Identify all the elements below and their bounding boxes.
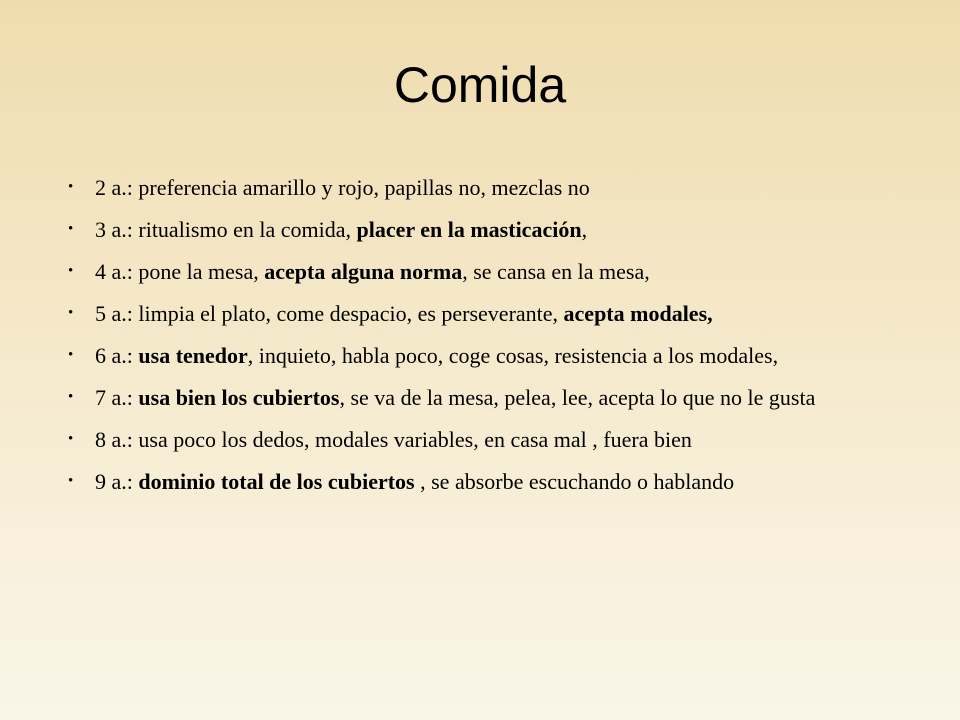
bullet-text: 3 a.: ritualismo en la comida, xyxy=(95,217,357,242)
bullet-item xyxy=(68,256,908,287)
bullet-text-bold: placer en la masticación xyxy=(356,217,582,242)
bullet-item xyxy=(68,424,908,455)
bullet-list xyxy=(68,172,908,508)
bullet-item xyxy=(68,340,908,371)
bullet-text: 2 a.: preferencia amarillo y rojo, papillas no, mezclas no xyxy=(95,175,590,200)
bullet-dot-icon: • xyxy=(68,431,74,447)
bullet-text: 8 a.: usa poco los dedos, modales variables, en casa mal , fuera bien xyxy=(95,427,692,452)
bullet-text-bold: acepta modales, xyxy=(563,301,713,326)
bullet-item xyxy=(68,382,908,413)
bullet-text: 4 a.: pone la mesa, xyxy=(95,259,265,284)
bullet-text: , se absorbe escuchando o hablando xyxy=(414,469,735,494)
bullet-text: , inquieto, habla poco, coge cosas, resistencia a los modales, xyxy=(247,343,779,368)
bullet-dot-icon: • xyxy=(68,221,74,237)
bullet-dot-icon: • xyxy=(68,263,74,279)
bullet-dot-icon: • xyxy=(68,305,74,321)
bullet-text: , se va de la mesa, pelea, lee, acepta lo que no le gusta xyxy=(339,385,816,410)
bullet-text: 7 a.: xyxy=(95,385,139,410)
bullet-dot-icon: • xyxy=(68,179,74,195)
bullet-text-bold: usa tenedor xyxy=(138,343,248,368)
bullet-text: , xyxy=(581,217,588,242)
bullet-item xyxy=(68,466,908,497)
bullet-text: 9 a.: xyxy=(95,469,139,494)
bullet-text-bold: dominio total de los cubiertos xyxy=(138,469,415,494)
bullet-item xyxy=(68,214,908,245)
bullet-dot-icon: • xyxy=(68,389,74,405)
bullet-text-bold: usa bien los cubiertos xyxy=(138,385,340,410)
slide-title: Comida xyxy=(393,57,567,113)
bullet-text: 6 a.: xyxy=(95,343,139,368)
bullet-item xyxy=(68,172,908,203)
bullet-text: , se cansa en la mesa, xyxy=(462,259,650,284)
bullet-dot-icon: • xyxy=(68,347,74,363)
bullet-item xyxy=(68,298,908,329)
bullet-text: 5 a.: limpia el plato, come despacio, es perseverante, xyxy=(95,301,564,326)
bullet-text-bold: acepta alguna norma xyxy=(264,259,463,284)
bullet-dot-icon: • xyxy=(68,473,74,489)
